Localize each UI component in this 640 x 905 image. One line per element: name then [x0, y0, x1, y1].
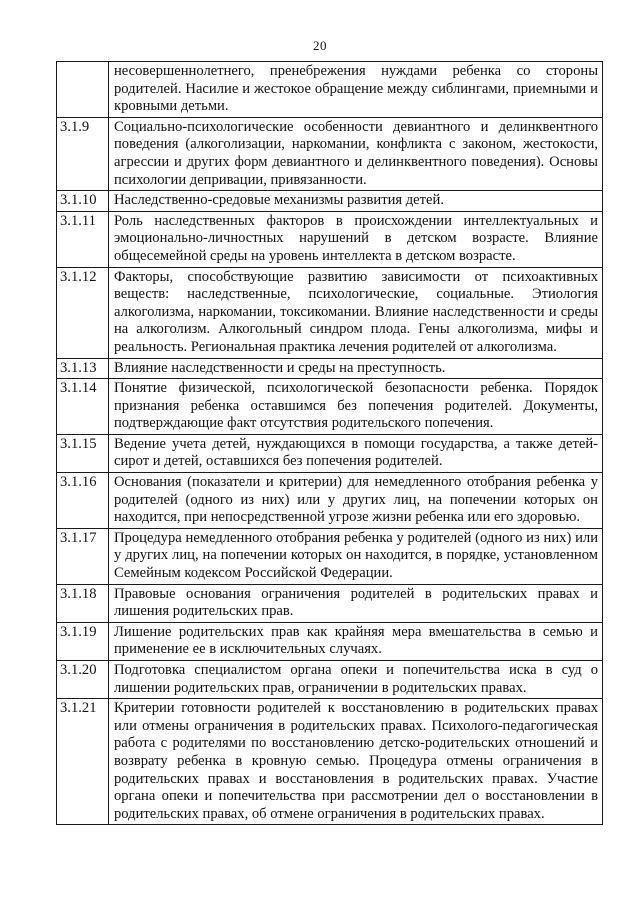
row-number: 3.1.9	[57, 117, 109, 190]
table-row	[57, 211, 603, 267]
row-text: Лишение родительских прав как крайняя мера вмешательства в семью и применение ее в исключительных случаях.	[109, 622, 603, 660]
table-row	[57, 62, 603, 118]
row-text: Критерии готовности родителей к восстановлению в родительских правах или отмены ограничения в родительских правах. Психолого-педагогическая работа с родителями по восстановлению детско-родительских отношений и возврату ребенка в кровную семью. Процедура отмены ограничения в родительских правах и восстановления в родительских правах. Участие органа опеки и попечительства при рассмотрении дел о восстановлении в родительских правах, об отмене ограничения в родительских правах.	[109, 699, 603, 825]
page-number: 20	[313, 38, 327, 53]
row-text: Понятие физической, психологической безопасности ребенка. Порядок признания ребенка оставшимся без попечения родителей. Документы, подтверждающие факт отсутствия родительского попечения.	[109, 379, 603, 435]
row-number: 3.1.16	[57, 473, 109, 529]
row-text: Подготовка специалистом органа опеки и попечительства иска в суд о лишении родительских прав, ограничении в родительских правах.	[109, 661, 603, 699]
row-number: 3.1.12	[57, 267, 109, 358]
row-number: 3.1.19	[57, 622, 109, 660]
table-row	[57, 358, 603, 379]
table-row	[57, 191, 603, 212]
row-text: Социально-психологические особенности девиантного и делинквентного поведения (алкоголизации, наркомании, конфликта с законом, жестокости, агрессии и других форм девиантного и делинквентного поведения). Основы психологии депривации, привязанности.	[109, 117, 603, 190]
table-row	[57, 379, 603, 435]
row-text: Ведение учета детей, нуждающихся в помощи государства, а также детей-сирот и детей, оставшихся без попечения родителей.	[109, 434, 603, 472]
row-text: Роль наследственных факторов в происхождении интеллектуальных и эмоционально-личностных нарушений в детском возрасте. Влияние общесемейной среды на уровень интеллекта в детском возрасте.	[109, 211, 603, 267]
table-row	[57, 117, 603, 190]
row-text: Процедура немедленного отобрания ребенка у родителей (одного из них) или у других лиц, на попечении которых он находится, в порядке, установленном Семейным кодексом Российской Федерации.	[109, 528, 603, 584]
curriculum-table	[56, 61, 603, 825]
table-row	[57, 584, 603, 622]
table-row	[57, 434, 603, 472]
table-row	[57, 267, 603, 358]
row-text: Основания (показатели и критерии) для немедленного отобрания ребенка у родителей (одного из них) или у других лиц, на попечении которых он находится, при непосредственной угрозе жизни ребенка или его здоровью.	[109, 473, 603, 529]
table-row	[57, 528, 603, 584]
row-text: Правовые основания ограничения родителей в родительских правах и лишения родительских прав.	[109, 584, 603, 622]
row-number: 3.1.20	[57, 661, 109, 699]
row-text: Наследственно-средовые механизмы развития детей.	[109, 191, 603, 212]
row-text: несовершеннолетнего, пренебрежения нуждами ребенка со стороны родителей. Насилие и жестокое обращение между сиблингами, приемными и кровными детьми.	[109, 62, 603, 118]
row-text: Влияние наследственности и среды на преступность.	[109, 358, 603, 379]
row-number: 3.1.13	[57, 358, 109, 379]
row-number: 3.1.21	[57, 699, 109, 825]
table-row	[57, 622, 603, 660]
row-number: 3.1.10	[57, 191, 109, 212]
row-number	[57, 62, 109, 118]
table-row	[57, 699, 603, 825]
row-number: 3.1.18	[57, 584, 109, 622]
row-number: 3.1.11	[57, 211, 109, 267]
row-text: Факторы, способствующие развитию зависимости от психоактивных веществ: наследственные, психологические, социальные. Этиология алкоголизма, наркомании, токсикомании. Влияние наследственности и среды на алкоголизм. Алкогольный синдром плода. Гены алкоголизма, мифы и реальность. Региональная практика лечения родителей от алкоголизма.	[109, 267, 603, 358]
row-number: 3.1.14	[57, 379, 109, 435]
row-number: 3.1.15	[57, 434, 109, 472]
table-row	[57, 661, 603, 699]
table-row	[57, 473, 603, 529]
row-number: 3.1.17	[57, 528, 109, 584]
